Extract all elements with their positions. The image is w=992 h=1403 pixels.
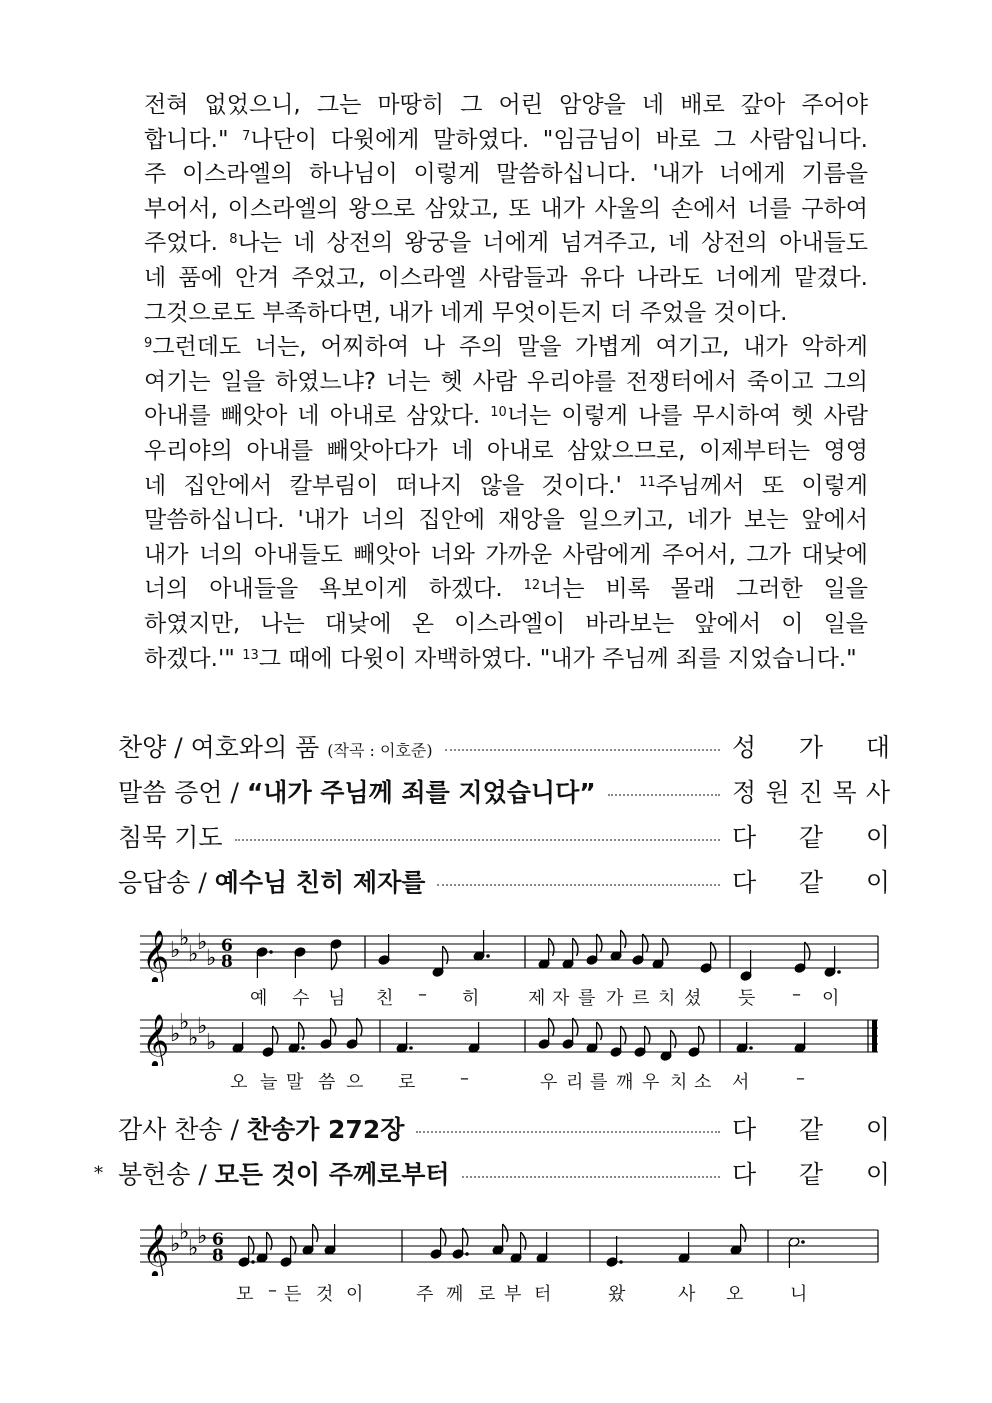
lyric-syllable: 님: [328, 988, 346, 1009]
note-dot: [749, 1046, 753, 1050]
passage-text: 네 집안에서 칼부림이 떠나지 않을 것이다.': [144, 472, 640, 499]
note-flag: [331, 952, 336, 970]
anthem-row: [118, 728, 890, 764]
flat-sign: ♭: [188, 1026, 199, 1051]
note-flag: [643, 934, 648, 952]
lyric-syllable: –: [460, 1068, 469, 1089]
note-flag: [291, 1236, 296, 1254]
sermon-preacher: 정 원 진 목 사: [732, 778, 890, 807]
thanks-label: 감사 찬송 /: [118, 1115, 247, 1144]
lyric-syllable: 를: [578, 988, 596, 1009]
lyric-syllable: 씀: [318, 1072, 336, 1093]
prayer-participants: 다 같 이: [732, 823, 890, 852]
lyric-syllable: 로: [398, 1072, 416, 1093]
passage-text: 전혀 없었으니, 그는 마땅히 그 어린 암양을 네 배로 갚아 주어야: [144, 92, 868, 118]
passage-line: [144, 123, 868, 158]
note-dot: [409, 1046, 413, 1050]
standing-mark: *: [94, 1163, 103, 1184]
flat-sign: ♭: [170, 1022, 181, 1047]
note-flag: [441, 1228, 446, 1246]
note-flag: [299, 1022, 304, 1040]
passage-line: [144, 642, 868, 677]
note-flag: [573, 1018, 578, 1036]
note-flag: [699, 1026, 704, 1044]
passage-text: 주님께서 또 이렇게: [655, 472, 868, 499]
lyric-syllable: 치: [670, 1072, 688, 1093]
time-signature-bottom: 8: [212, 1246, 224, 1266]
passage-line: [144, 607, 868, 642]
lyric-syllable: 리: [566, 1072, 584, 1093]
passage-text: 그런데도 너는, 어찌하여 나 주의 말을 가볍게 여기고, 내가 악하게: [152, 334, 868, 361]
verse-number: 12: [523, 578, 541, 594]
lyric-syllable: 서: [732, 1072, 750, 1093]
passage-text: 그 때에 다윗이 자백하였다. "내가 주님께 죄를 지었습니다.": [258, 645, 857, 672]
note-dot: [486, 954, 490, 958]
lyric-syllable: 모: [236, 1284, 254, 1305]
note-flag: [463, 1228, 468, 1246]
offering-label: 봉헌송 /: [118, 1160, 215, 1189]
lyric-syllable: 수: [292, 988, 310, 1009]
note-flag: [521, 1232, 526, 1250]
note-dot: [801, 1240, 805, 1244]
note-flag: [331, 1018, 336, 1036]
note-dot: [301, 1046, 305, 1050]
note-flag: [549, 938, 554, 956]
leader-dots: [462, 1176, 720, 1178]
passage-line: [144, 434, 868, 469]
lyric-syllable: 깨: [616, 1072, 634, 1093]
passage-line: [144, 296, 868, 331]
response-title: 예수님 친히 제자를: [214, 868, 426, 897]
passage-line: [144, 157, 868, 192]
time-signature-bottom: 8: [221, 952, 233, 972]
note-dot: [269, 950, 273, 954]
lyric-syllable: 이: [822, 988, 840, 1009]
note-dot: [251, 1260, 255, 1264]
flat-sign: ♭: [197, 1014, 208, 1039]
lyric-syllable: 우: [540, 1072, 558, 1093]
passage-line: [144, 261, 868, 296]
passage-line: [144, 469, 868, 504]
note-flag: [503, 1224, 508, 1242]
lyric-syllable: 주: [416, 1284, 434, 1305]
note-flag: [549, 1018, 554, 1036]
passage-text: 네 품에 안겨 주었고, 이스라엘 사람들과 유다 나라도 너에게 맡겼다.: [144, 264, 868, 291]
thanks-participants: 다 같 이: [732, 1115, 890, 1144]
lyric-syllable: 이: [346, 1284, 364, 1305]
flat-sign: ♭: [179, 1220, 190, 1245]
note-flag: [313, 1224, 318, 1242]
flat-sign: ♭: [197, 1224, 208, 1249]
lyric-syllable: 든: [284, 1284, 302, 1305]
lyric-syllable: 로: [478, 1284, 496, 1305]
verse-number: 9: [144, 336, 153, 352]
offering-participants: 다 같 이: [732, 1160, 890, 1189]
time-signature-top: 6: [212, 1230, 224, 1250]
passage-text: 아내를 빼앗아 네 아내로 삼았다.: [144, 403, 491, 430]
passage-text: 나단이 다윗에게 말하였다. "임금님이 바로 그 사람입니다.: [250, 126, 868, 153]
passage-text: 합니다.": [144, 126, 243, 153]
note-flag: [645, 1026, 650, 1044]
passage-text: 그것으로도 부족하다면, 내가 네게 무엇이든지 더 주었을 것이다.: [144, 299, 788, 326]
passage-line: [144, 226, 868, 261]
note-flag: [741, 1224, 746, 1242]
passage-line: [144, 192, 868, 227]
lyric-syllable: 가: [606, 988, 624, 1009]
prayer-row: [118, 818, 890, 854]
flat-sign: ♭: [188, 942, 199, 967]
lyric-syllable: 를: [590, 1072, 608, 1093]
time-signature-top: 6: [221, 936, 233, 956]
passage-text: 말씀하십니다. '내가 너의 집안에 재앙을 일으키고, 네가 보는 앞에서: [144, 507, 868, 534]
lyric-syllable: 부: [504, 1284, 522, 1305]
note-flag: [711, 942, 716, 960]
passage-line: [144, 330, 868, 365]
passage-text: 주 이스라엘의 하나님이 이렇게 말씀하십니다. '내가 너에게 기름을: [144, 161, 868, 188]
flat-sign: ♭: [170, 1232, 181, 1257]
note-dot: [619, 1260, 623, 1264]
lyric-syllable: 말: [286, 1072, 304, 1093]
lyric-syllable: 오: [230, 1072, 248, 1093]
note-dot: [837, 970, 841, 974]
leader-dots: [416, 1131, 720, 1133]
verse-number: 10: [490, 405, 507, 421]
note-flag: [671, 1030, 676, 1048]
note-dot: [465, 1252, 469, 1256]
note-flag: [273, 1026, 278, 1044]
lyric-syllable: –: [792, 984, 801, 1005]
lyric-syllable: 히: [462, 988, 480, 1009]
passage-line: [144, 88, 868, 123]
passage-line: [144, 572, 868, 607]
flat-sign: ♭: [170, 938, 181, 963]
lyric-syllable: 듯: [738, 988, 756, 1009]
anthem-composer: (작곡 : 이호준): [327, 741, 433, 760]
lyric-syllable: –: [796, 1068, 805, 1089]
thanks-title: 찬송가 272장: [246, 1115, 405, 1144]
passage-text: 너는 비록 몰래 그러한 일을: [540, 576, 868, 603]
passage-text: 주었다.: [144, 230, 230, 257]
sermon-row: [118, 773, 890, 809]
note-flag: [357, 1018, 362, 1036]
scripture-passage: [144, 88, 868, 676]
lyric-syllable: 터: [534, 1284, 552, 1305]
verse-number: 11: [639, 474, 656, 490]
note-flag: [621, 1026, 626, 1044]
final-bar-thick: [872, 1020, 877, 1052]
lyric-syllable: 소: [694, 1072, 712, 1093]
treble-clef: 𝄞: [142, 1223, 170, 1276]
flat-sign: ♭: [197, 930, 208, 955]
passage-text: 하였지만, 나는 대낮에 온 이스라엘이 바라보는 앞에서 이 일을: [144, 610, 868, 637]
leader-dots: [437, 884, 720, 886]
note-flag: [597, 1022, 602, 1040]
leader-dots: [608, 794, 720, 796]
note-flag: [621, 930, 626, 948]
lyric-syllable: 제: [528, 988, 546, 1009]
flat-sign: ♭: [206, 946, 217, 971]
passage-line: [144, 503, 868, 538]
note-flag: [267, 1232, 272, 1250]
lyric-syllable: –: [268, 1280, 277, 1301]
passage-line: [144, 399, 868, 434]
treble-clef: 𝄞: [142, 929, 170, 982]
sermon-label: 말씀 증언 /: [118, 778, 247, 807]
verse-number: 13: [242, 647, 259, 663]
prayer-label: 침묵 기도: [118, 823, 223, 852]
lyric-syllable: 예: [250, 988, 268, 1009]
lyrics-line-2: [140, 1068, 880, 1092]
response-row: [118, 863, 890, 899]
flat-sign: ♭: [179, 1010, 190, 1035]
leader-dots: [235, 839, 720, 841]
offering-title: 모든 것이 주께로부터: [214, 1160, 450, 1189]
flat-sign: ♭: [206, 1030, 217, 1055]
lyric-syllable: 으: [346, 1072, 364, 1093]
passage-text: 하겠다.'": [144, 645, 243, 672]
flat-sign: ♭: [179, 926, 190, 951]
music-staff-2: [140, 1004, 880, 1066]
leader-dots: [445, 749, 720, 751]
note-flag: [249, 1236, 254, 1254]
verse-number: 8: [229, 232, 238, 248]
offering-row: [94, 1155, 890, 1191]
note-flag: [443, 946, 448, 964]
lyric-syllable: 것: [316, 1284, 334, 1305]
note-flag: [663, 938, 668, 956]
passage-text: 나는 네 상전의 왕궁을 너에게 넘겨주고, 네 상전의 아내들도: [237, 230, 868, 257]
passage-text: 여기는 일을 하였느냐? 너는 헷 사람 우리야를 전쟁터에서 죽이고 그의: [144, 368, 868, 395]
passage-line: [144, 365, 868, 400]
lyric-syllable: 우: [642, 1072, 660, 1093]
passage-text: 내가 너의 아내들도 빼앗아 너와 가까운 사람에게 주어서, 그가 대낮에: [144, 541, 868, 568]
anthem-label: 찬양 / 여호와의 품: [118, 733, 328, 762]
lyric-syllable: 르: [632, 988, 650, 1009]
lyric-syllable: 치: [658, 988, 676, 1009]
lyric-syllable: 께: [446, 1284, 464, 1305]
music-staff-3: [140, 1214, 880, 1276]
verse-number: 7: [242, 128, 251, 144]
flat-sign: ♭: [188, 1236, 199, 1261]
lyrics-line-3: [140, 1280, 880, 1304]
lyric-syllable: –: [418, 984, 427, 1005]
passage-text: 부어서, 이스라엘의 왕으로 삼았고, 또 내가 사울의 손에서 너를 구하여: [144, 195, 868, 222]
response-label: 응답송 /: [118, 868, 215, 897]
note-flag: [573, 938, 578, 956]
treble-clef: 𝄞: [142, 1013, 170, 1066]
lyric-syllable: 친: [376, 988, 394, 1009]
note-flag: [805, 942, 810, 960]
lyric-syllable: 셨: [684, 988, 702, 1009]
anthem-performer: 성 가 대: [732, 733, 890, 762]
thanks-hymn-row: [118, 1110, 890, 1146]
lyric-syllable: 니: [790, 1284, 808, 1305]
lyric-syllable: 자: [552, 988, 570, 1009]
passage-text: 너의 아내들을 욕보이게 하겠다.: [144, 576, 524, 603]
lyric-syllable: 사: [678, 1284, 696, 1305]
passage-line: [144, 538, 868, 573]
response-participants: 다 같 이: [732, 868, 890, 897]
music-staff-1: [140, 920, 880, 982]
passage-text: 너는 이렇게 나를 무시하여 헷 사람: [506, 403, 869, 430]
passage-text: 우리야의 아내를 빼앗아다가 네 아내로 삼았으므로, 이제부터는 영영: [144, 437, 868, 464]
sermon-title: “내가 주님께 죄를 지었습니다”: [246, 778, 596, 807]
lyric-syllable: 왔: [608, 1284, 626, 1305]
lyric-syllable: 늘: [260, 1072, 278, 1093]
note-flag: [597, 934, 602, 952]
lyric-syllable: 오: [726, 1284, 744, 1305]
